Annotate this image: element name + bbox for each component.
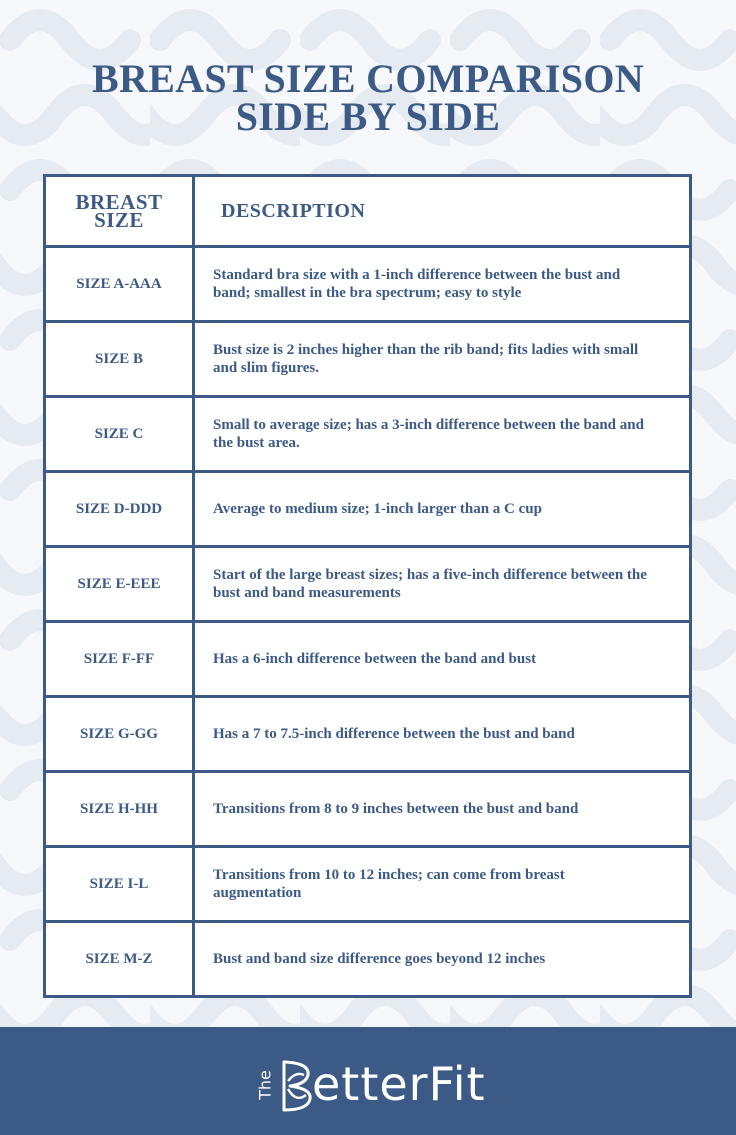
bra-b-logo-icon bbox=[280, 1059, 314, 1113]
size-cell: SIZE C bbox=[45, 397, 194, 472]
size-cell: SIZE H-HH bbox=[45, 772, 194, 847]
size-cell: SIZE M-Z bbox=[45, 922, 194, 997]
betterfit-logo bbox=[254, 1049, 484, 1117]
size-cell: SIZE A-AAA bbox=[45, 247, 194, 322]
table-row bbox=[45, 247, 691, 322]
page-title-line-1: BREAST SIZE COMPARISON bbox=[92, 56, 644, 101]
table-row bbox=[45, 622, 691, 697]
size-cell: SIZE F-FF bbox=[45, 622, 194, 697]
description-cell: Has a 7 to 7.5-inch difference between the bust and band bbox=[194, 697, 691, 772]
table-row bbox=[45, 847, 691, 922]
size-cell: SIZE D-DDD bbox=[45, 472, 194, 547]
size-comparison-table bbox=[43, 174, 692, 998]
description-cell: Start of the large breast sizes; has a five-inch difference between the bust and band measurements bbox=[194, 547, 691, 622]
description-cell: Bust size is 2 inches higher than the rib band; fits ladies with small and slim figures. bbox=[194, 322, 691, 397]
header-breast-size-line-2: SIZE bbox=[94, 208, 144, 232]
description-cell: Average to medium size; 1-inch larger than a C cup bbox=[194, 472, 691, 547]
table-row bbox=[45, 397, 691, 472]
table-header-row bbox=[45, 176, 691, 247]
header-description: DESCRIPTION bbox=[194, 176, 691, 247]
description-cell: Transitions from 10 to 12 inches; can come from breast augmentation bbox=[194, 847, 691, 922]
table-row bbox=[45, 697, 691, 772]
logo-wordmark: etterFit bbox=[312, 1057, 486, 1111]
description-cell: Has a 6-inch difference between the band and bust bbox=[194, 622, 691, 697]
description-cell: Transitions from 8 to 9 inches between the bust and band bbox=[194, 772, 691, 847]
header-breast-size-line-1: BREAST bbox=[75, 190, 163, 214]
size-cell: SIZE I-L bbox=[45, 847, 194, 922]
size-cell: SIZE E-EEE bbox=[45, 547, 194, 622]
logo-prefix bbox=[254, 1055, 276, 1115]
table-row bbox=[45, 472, 691, 547]
description-cell: Small to average size; has a 3-inch difference between the band and the bust area. bbox=[194, 397, 691, 472]
page-title bbox=[0, 56, 736, 139]
table-row bbox=[45, 772, 691, 847]
description-cell: Standard bra size with a 1-inch difference between the bust and band; smallest in the bra spectrum; easy to style bbox=[194, 247, 691, 322]
footer-banner bbox=[0, 1027, 736, 1135]
table-row bbox=[45, 547, 691, 622]
size-cell: SIZE G-GG bbox=[45, 697, 194, 772]
table-row bbox=[45, 322, 691, 397]
page-title-line-2: SIDE BY SIDE bbox=[235, 94, 501, 139]
logo-prefix-text: The bbox=[255, 1070, 275, 1100]
header-breast-size bbox=[45, 176, 194, 247]
table-row bbox=[45, 922, 691, 997]
description-cell: Bust and band size difference goes beyond 12 inches bbox=[194, 922, 691, 997]
size-cell: SIZE B bbox=[45, 322, 194, 397]
